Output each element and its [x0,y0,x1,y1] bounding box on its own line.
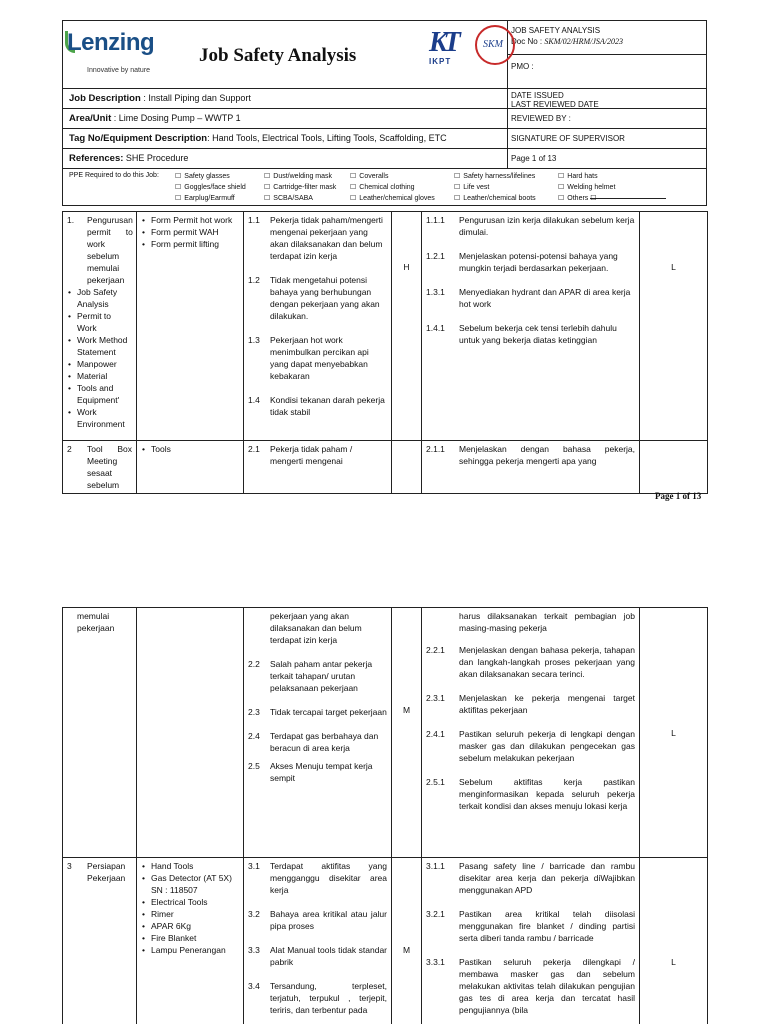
residual-risk-cell: L [640,608,708,858]
ppe-checkbox[interactable]: ☐ Chemical clothing [350,182,454,193]
ppe-checkbox[interactable]: ☐ Coveralls [350,171,454,182]
document-title: Job Safety Analysis [199,45,357,66]
ppe-checkbox[interactable]: ☐ Safety glasses [175,171,264,182]
doc-no-label: Doc No : [511,37,543,46]
residual-risk-cell: L [640,212,708,441]
table-row [63,608,708,858]
jsa-table-page-1 [62,211,708,494]
equipment-cell: • Tools [137,441,244,494]
equipment-cell [137,608,244,858]
hazard-cell: pekerjaan yang akan dilaksanakan dan belum terdapat izin kerja 2.2 Salah paham antar pekerja terkait tahapan/ urutan pelaksanaan pekerjaan 2.3 Tidak tercapai target pekerjaan 2.4 Terdapat gas berbahaya dan beracun di area kerja 2.5 Akses Menuju tempat kerja sempit [244,608,392,858]
job-description-row: Job Description : Install Piping dan Support [69,93,251,104]
table-row [63,858,708,1024]
risk-cell: H [392,212,422,441]
control-cell: 3.1.1 Pasang safety line / barricade dan rambu disekitar area kerja dan pekerja diWajibkan menggunakan APD 3.2.1 Pastikan area kritikal telah diisolasi menggunakan fire blanket / dinding partisi serta diberi tanda rambu / barricade 3.3.1 Pastikan seluruh pekerja dilengkapi / membawa masker gas dan sebelum melakukan aktivitas telah dilakukan pengujian gas tes di area kerja dan tercatat hasil pengujiannya (bila [422,858,640,1024]
jsa-table-page-2 [62,607,708,1024]
ppe-checkbox[interactable]: ☐ Cartridge-filter mask [264,182,350,193]
control-cell: 2.1.1 Menjelaskan dengan bahasa pekerja, sehingga pekerja mengerti apa yang [422,441,640,494]
control-cell: harus dilaksanakan terkait pembagian job masing-masing pekerja 2.2.1 Menjelaskan dengan bahasa pekerja, tahapan dan langkah-langkah proses pekerjaan yang akan dilaksanakan secara terinci. 2.3.1 Menjelaskan ke pekerja mengenai target aktifitas pekerjaan 2.4.1 Pastikan seluruh pekerja di lengkapi dengan masker gas dan dilakukan pengecekan gas sebelum melakukan pekerjaan 2.5.1 Sebelum aktifitas kerja pastikan menginformasikan kepada seluruh pekerja terkait kondisi dan akses menuju lokasi kerja [422,608,640,858]
job-step-cell: memulai pekerjaan [63,608,137,858]
table-row [63,212,708,441]
equipment-cell: • Form Permit hot work • Form permit WAH • Form permit lifting [137,212,244,441]
job-step-cell: 3 Persiapan Pekerjaan [63,858,137,1024]
ppe-checkbox[interactable]: ☐ Others [558,195,588,202]
page-label: Page 1 of 13 [507,149,706,168]
lenzing-tagline: Innovative by nature [87,67,151,74]
control-cell: 1.1.1 Pengurusan izin kerja dilakukan sebelum kerja dimulai. 1.2.1 Menjelaskan potensi-potensi bahaya yang mungkin terjadi berdasarkan pekerjaan. 1.3.1 Menyediakan hydrant dan APAR di area kerja hot work 1.4.1 Sebelum bekerja cek tensi terlebih dahulu untuk yang bekerja diatas ketinggian [422,212,640,441]
equipment-cell: • Hand Tools • Gas Detector (AT 5X) SN : 118507 • Electrical Tools • Rimer • APAR 6Kg • Fire Blanket • Lampu Penerangan [137,858,244,1024]
ppe-checklist [63,169,706,205]
ppe-checkbox[interactable]: ☐ Dust/welding mask [264,171,350,182]
ppe-checkbox[interactable]: ☐ Leather/chemical boots [454,193,558,204]
others-line[interactable] [590,193,666,199]
table-row [63,441,708,494]
doc-info [508,21,706,55]
lenzing-logo [63,21,177,88]
ppe-checkbox[interactable]: ☐ Welding helmet [558,182,666,193]
ppe-checkbox[interactable]: ☐ SCBA/SABA [264,193,350,204]
ikpt-logo: KT IKPT [429,27,457,66]
jsa-label: JOB SAFETY ANALYSIS [511,26,601,35]
risk-cell [392,441,422,494]
hazard-cell: 3.1 Terdapat aktifitas yang mengganggu disekitar area kerja 3.2 Bahaya area kritikal atau jalur pipa proses 3.3 Alat Manual tools tidak standar pabrik 3.4 Tersandung, terpleset, terjatuh, terpukul , terjepit, teriris, dan terbentur pada [244,858,392,1024]
ppe-checkbox[interactable]: ☐ Goggles/face shield [175,182,264,193]
references-row: References: SHE Procedure [69,153,189,164]
ppe-checkbox[interactable]: ☐ Hard hats [558,171,666,182]
ppe-checkbox[interactable]: ☐ Life vest [454,182,558,193]
ppe-label: PPE Required to do this Job: [69,172,159,179]
job-step-cell: 1. Pengurusan permit to work sebelum memulai pekerjaan • Job Safety Analysis • Permit to Work • Work Method Statement • Manpower • Material • Tools and Equipment' • Work Environment [63,212,137,441]
skm-logo: SKM [475,25,515,65]
page-number: Page 1 of 13 [655,491,702,501]
lenzing-wordmark: Lenzing [67,29,155,56]
risk-cell: M [392,858,422,1024]
residual-risk-cell [640,441,708,494]
reviewed-by-field: REVIEWED BY : [507,109,706,128]
ppe-checkbox[interactable]: ☐ Earplug/Earmuff [175,193,264,204]
area-unit-row: Area/Unit : Lime Dosing Pump – WWTP 1 [69,113,241,124]
ppe-checkbox[interactable]: ☐ Leather/chemical gloves [350,193,454,204]
risk-cell: M [392,608,422,858]
tag-equipment-row: Tag No/Equipment Description: Hand Tools, Electrical Tools, Lifting Tools, Scaffolding, ETC [69,133,447,144]
ppe-checkbox[interactable]: ☐ Safety harness/lifelines [454,171,558,182]
hazard-cell: 2.1 Pekerja tidak paham / mengerti mengenai [244,441,392,494]
signature-field: SIGNATURE OF SUPERVISOR [507,129,706,148]
hazard-cell: 1.1 Pekerja tidak paham/mengerti mengenai pekerjaan yang akan dilaksanakan dan belum terdapat izin kerja 1.2 Tidak mengetahui potensi bahaya yang berhubungan dengan pekerjaan yang akan dilakukan. 1.3 Pekerjaan hot work menimbulkan percikan api yang dapat menyebabkan kebakaran 1.4 Kondisi tekanan darah pekerja tidak stabil [244,212,392,441]
job-step-cell: 2 Tool Box Meeting sesaat sebelum [63,441,137,494]
pmo-field: PMO : [511,62,534,71]
step-items-list: • Job Safety Analysis • Permit to Work • Work Method Statement • Manpower • Material • Tools and Equipment' • Work Environment [67,286,132,430]
doc-no: SKM/02/HRM/JSA/2023 [544,37,624,46]
jsa-header [62,20,707,206]
date-issued-field: DATE ISSUED LAST REVIEWED DATE [507,89,706,108]
residual-risk-cell: L [640,858,708,1024]
